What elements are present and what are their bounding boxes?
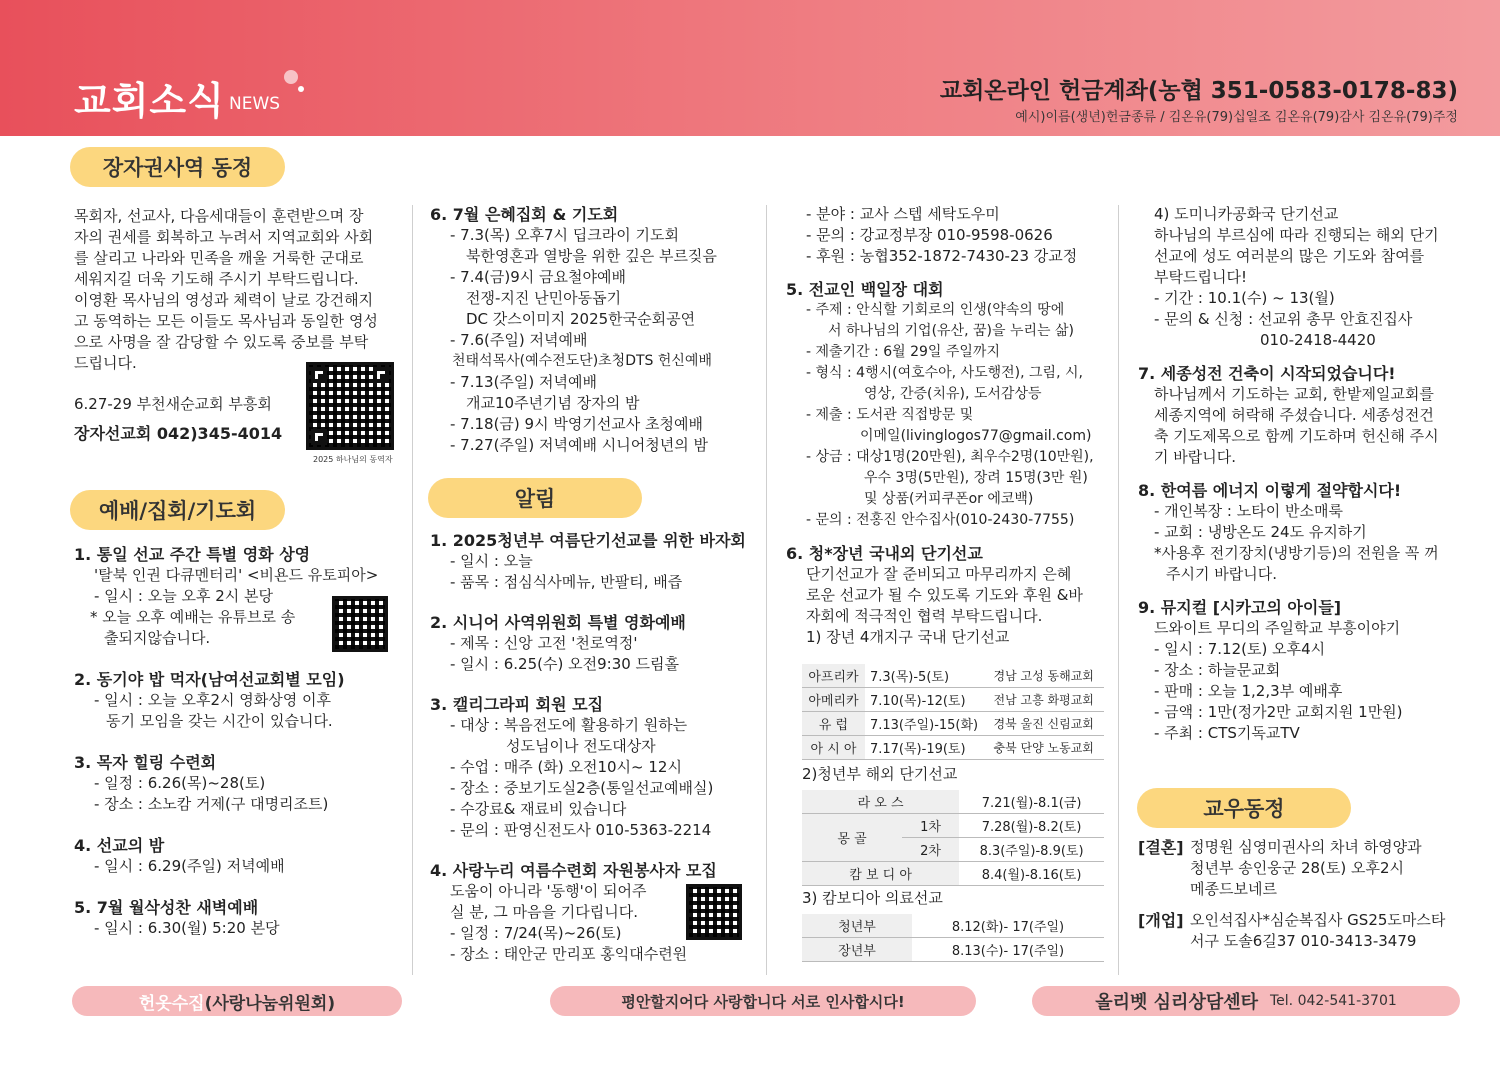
table-cell: 몽 골 <box>802 814 902 862</box>
text-line: 를 살리고 나라와 민족을 깨울 거룩한 군대로 <box>74 249 364 267</box>
item-line: - 7.3(목) 오후7시 딥크라이 기도회 <box>450 226 679 244</box>
section-pill-worship: 예배/집회/기도회 <box>70 490 285 530</box>
item-line: - 장소 : 태안군 만리포 홍익대수련원 <box>450 945 688 963</box>
item-line: 및 상품(커피쿠폰or 에코백) <box>864 491 1034 507</box>
item-title: 9. 뮤지컬 [시카고의 아이들] <box>1138 598 1342 617</box>
item-line: - 7.13(주일) 저녁예배 <box>450 373 597 391</box>
item-line: 자회에 적극적인 협력 부탁드립니다. <box>806 607 1043 625</box>
item-line: *사용후 전기장치(냉방기등)의 전원을 꼭 꺼 <box>1154 544 1439 562</box>
item-line: 로운 선교가 될 수 있도록 기도와 후원 &바 <box>806 586 1083 604</box>
table-row <box>802 862 1104 886</box>
item-line: 성도님이나 전도대상자 <box>506 737 656 755</box>
item-line: - 수강료& 재료비 있습니다 <box>450 800 627 818</box>
table-cell: 8.4(월)-8.16(토) <box>959 862 1104 886</box>
item-line: 도움이 아니라 '동행'이 되어주 <box>450 882 647 900</box>
domestic-mission-table <box>802 664 1104 760</box>
opening-tag: [개업] <box>1138 911 1184 930</box>
member-news <box>1138 837 1483 952</box>
qr-finder-icon <box>373 367 389 383</box>
item-line: 축 기도제목으로 함께 기도하며 헌신해 주시 <box>1154 427 1439 445</box>
item-line: 천태석목사(예수전도단)초청DTS 헌신예배 <box>452 353 712 369</box>
text-line: 으로 사명을 잘 감당할 수 있도록 중보를 부탁 <box>74 333 369 351</box>
table-cell: 아메리카 <box>802 688 865 712</box>
item-line: 이메일(livinglogos77@gmail.com) <box>860 428 1092 444</box>
wedding-entry <box>1138 837 1483 900</box>
table-cell: 충북 단양 노동교회 <box>989 736 1104 760</box>
item-title: 2. 동기야 밥 먹자(남여선교회별 모임) <box>74 670 345 689</box>
medical-mission-table <box>802 914 1104 962</box>
item-line: - 일정 : 7/24(목)~26(토) <box>450 924 622 942</box>
table-row <box>802 736 1104 760</box>
brand-subtitle: NEWS <box>229 94 281 114</box>
item-line: - 일시 : 6.29(주일) 저녁예배 <box>94 857 285 875</box>
table-cell: 8.3(주일)-8.9(토) <box>959 838 1104 862</box>
item-title: 8. 한여름 에너지 이렇게 절약합시다! <box>1138 481 1402 500</box>
item-line: 출되지않습니다. <box>104 629 211 647</box>
qr-code-icon[interactable] <box>686 884 742 940</box>
footer-phone: Tel. 042-541-3701 <box>1270 993 1397 1009</box>
item-line: 메종드보네르 <box>1190 880 1277 898</box>
item-line: 정명원 심영미권사의 차녀 하영양과 <box>1190 838 1422 856</box>
item-line: - 7.27(주일) 저녁예배 시니어청년의 밤 <box>450 436 708 454</box>
item-line: - 7.4(금)9시 금요철야예배 <box>450 268 626 286</box>
table-row <box>802 712 1104 736</box>
item-title: 5. 7월 월삭성찬 새벽예배 <box>74 898 259 917</box>
table-cell: 7.13(주일)-15(화) <box>865 712 989 736</box>
table-title: 1) 장년 4개지구 국내 단기선교 <box>806 628 1010 646</box>
item-line: 기 바랍니다. <box>1154 448 1236 466</box>
opening-entry <box>1138 910 1483 952</box>
item-line: - 일정 : 6.26(목)~28(토) <box>94 774 266 792</box>
qr-code-icon[interactable] <box>306 362 394 450</box>
table-row <box>802 688 1104 712</box>
item-line: - 판매 : 오늘 1,2,3부 예배후 <box>1154 682 1343 700</box>
table-cell: 아프리카 <box>802 664 865 688</box>
table-cell: 1차 <box>902 814 959 838</box>
item-line: DC 갓스이미지 2025한국순회공연 <box>466 310 696 328</box>
item-line: - 일시 : 7.12(토) 오후4시 <box>1154 640 1326 658</box>
item-line: 동기 모임을 갖는 시간이 있습니다. <box>106 712 333 730</box>
footer-clothes-drive <box>72 986 402 1016</box>
item-line: * 오늘 오후 예배는 유튜브로 송 <box>90 608 296 626</box>
item-title: 3. 캘리그라피 회원 모집 <box>430 695 604 714</box>
item-line: - 제목 : 신앙 고전 '천로역정' <box>450 634 638 652</box>
item-line: 하나님의 부르심에 따라 진행되는 해외 단기 <box>1154 226 1439 244</box>
section-pill-notice: 알림 <box>428 478 642 518</box>
table-cell: 7.21(월)-8.1(금) <box>959 790 1104 814</box>
item-title: 6. 청*장년 국내외 단기선교 <box>786 544 983 563</box>
mission-news <box>1138 204 1478 744</box>
item-line: 단기선교가 잘 준비되고 마무리까지 은혜 <box>806 565 1072 583</box>
footer-label: (사랑나눔위원회) <box>204 993 336 1014</box>
item-title: 7. 세종성전 건축이 시작되었습니다! <box>1138 364 1396 383</box>
text-line: 고 동역하는 모든 이들도 목사님과 동일한 영성 <box>74 312 378 330</box>
item-line: - 품목 : 점심식사메뉴, 반팔티, 배즙 <box>450 573 683 591</box>
overseas-mission-table <box>802 790 1104 886</box>
table-cell: 전남 고흥 화평교회 <box>989 688 1104 712</box>
item-line: 오인석집사*심순복집사 GS25도마스타 <box>1190 911 1446 929</box>
table-cell: 7.10(목)-12(토) <box>865 688 989 712</box>
table-title: 2)청년부 해외 단기선교 <box>802 765 958 783</box>
item-line: - 개인복장 : 노타이 반소매룩 <box>1154 502 1343 520</box>
table-row <box>802 664 1104 688</box>
qr-finder-icon <box>311 367 327 383</box>
table-cell: 7.3(목)-5(토) <box>865 664 989 688</box>
item-line: - 일시 : 6.25(수) 오전9:30 드림홀 <box>450 655 680 673</box>
brand-title: 교회소식 <box>74 79 225 123</box>
item-title: 4. 사랑누리 여름수련회 자원봉사자 모집 <box>430 861 717 880</box>
item-line: 선교에 성도 여러분의 많은 기도와 참여를 <box>1154 247 1425 265</box>
table-cell: 아 시 아 <box>802 736 865 760</box>
item-line: - 주최 : CTS기독교TV <box>1154 724 1300 742</box>
item-line: - 문의 : 판영신전도사 010-5363-2214 <box>450 821 712 839</box>
section-pill-members: 교우동정 <box>1137 788 1351 828</box>
footer-greeting <box>550 986 976 1016</box>
text-line: 목회자, 선교사, 다음세대들이 훈련받으며 장 <box>74 207 364 225</box>
jangja-paragraph <box>74 206 404 374</box>
column-divider <box>412 205 413 975</box>
item-line: 전쟁-지진 난민아동돕기 <box>466 289 622 307</box>
item-line: - 일시 : 6.30(월) 5:20 본당 <box>94 919 280 937</box>
text-line: 자의 권세를 회복하고 누려서 지역교회와 사회 <box>74 228 374 246</box>
item-line: 주시기 바랍니다. <box>1166 565 1277 583</box>
item-line: 010-2418-4420 <box>1260 331 1376 349</box>
wedding-tag: [결혼] <box>1138 838 1184 857</box>
item-line: - 형식 : 4행시(여호수아, 사도행전), 그림, 시, <box>806 365 1083 381</box>
item-line: - 금액 : 1만(정가2만 교회지원 1만원) <box>1154 703 1403 721</box>
table-cell: 2차 <box>902 838 959 862</box>
column-divider <box>1118 205 1119 975</box>
qr-caption: 2025 하나님의 동역자 <box>313 455 393 464</box>
qr-finder-icon <box>311 429 327 445</box>
item-line: - 제출 : 도서관 직접방문 및 <box>806 407 974 423</box>
item-line: 청년부 송인웅군 28(토) 오후2시 <box>1190 859 1405 877</box>
table-cell: 경북 울진 신림교회 <box>989 712 1104 736</box>
jangja-event <box>74 394 309 444</box>
item-line: - 상금 : 대상1명(20만원), 최우수2명(10만원), <box>806 449 1094 465</box>
table-title: 3) 캄보디아 의료선교 <box>802 889 943 907</box>
item-line: 부탁드립니다! <box>1154 268 1247 286</box>
item-line: - 문의 & 신청 : 선교위 총무 안효진집사 <box>1154 310 1413 328</box>
account-example: 예시)이름(생년)헌금종류 / 김온유(79)십일조 김온유(79)감사 김온유(79)주정 <box>1015 110 1458 125</box>
item-title: 1. 통일 선교 주간 특별 영화 상영 <box>74 545 311 564</box>
item-title: 5. 전교인 백일장 대회 <box>786 280 944 299</box>
item-title: 4) 도미니카공화국 단기선교 <box>1154 205 1339 223</box>
table-cell: 라 오 스 <box>802 790 959 814</box>
table-cell: 7.28(월)-8.2(토) <box>959 814 1104 838</box>
text-line: 드립니다. <box>74 354 137 372</box>
text-line: 이영환 목사님의 영성과 체력이 날로 강건해지 <box>74 291 374 309</box>
item-line: - 수업 : 매주 (화) 오전10시~ 12시 <box>450 758 682 776</box>
item-line: 우수 3명(5만원), 장려 15명(3만 원) <box>864 470 1088 486</box>
item-line: - 교회 : 냉방온도 24도 유지하기 <box>1154 523 1367 541</box>
item-line: - 장소 : 하늘문교회 <box>1154 661 1281 679</box>
qr-code-icon[interactable] <box>332 596 388 652</box>
item-line: - 분야 : 교사 스텝 세탁도우미 <box>806 205 1000 223</box>
item-title: 6. 7월 은혜집회 & 기도회 <box>430 205 619 224</box>
header-banner <box>0 0 1500 136</box>
item-line: 세종지역에 허락해 주셨습니다. 세종성전건 <box>1154 406 1434 424</box>
item-line: 서구 도솔6길37 010-3413-3479 <box>1190 932 1417 950</box>
decor-dot-small-icon <box>298 86 304 92</box>
item-line: 개교10주년기념 장자의 밤 <box>466 394 640 412</box>
text-line: 세워지길 더욱 기도해 주시기 부탁드립니다. <box>74 270 359 288</box>
item-line: - 주제 : 안식할 기회로의 인생(약속의 땅에 <box>806 302 1065 318</box>
footer-label: 평안할지어다 사랑합니다 서로 인사합시다! <box>621 992 905 1011</box>
table-row <box>802 814 1104 838</box>
table-cell: 8.13(수)- 17(주일) <box>912 938 1104 962</box>
item-line: - 제출기간 : 6월 29일 주일까지 <box>806 344 1000 360</box>
table-cell: 7.17(목)-19(토) <box>865 736 989 760</box>
section-pill-jangja: 장자권사역 동정 <box>70 147 285 187</box>
column-divider <box>766 205 767 975</box>
item-line: 실 분, 그 마음을 기다립니다. <box>450 903 638 921</box>
table-row <box>802 938 1104 962</box>
decor-dot-icon <box>284 70 298 84</box>
account-title: 교회온라인 헌금계좌(농협 351-0583-0178-83) <box>939 78 1458 104</box>
table-cell: 장년부 <box>802 938 912 962</box>
item-line: 드와이트 무디의 주일학교 부흥이야기 <box>1154 619 1401 637</box>
footer-label: 올리벳 심리상담센타 <box>1095 992 1258 1013</box>
item-line: - 일시 : 오늘 오후2시 영화상영 이후 <box>94 691 331 709</box>
item-line: - 문의 : 전홍진 안수집사(010-2430-7755) <box>806 512 1075 528</box>
table-cell: 캄 보 디 아 <box>802 862 959 886</box>
table-cell: 8.12(화)- 17(주일) <box>912 914 1104 938</box>
item-line: - 장소 : 중보기도실2층(통일선교예배실) <box>450 779 714 797</box>
table-cell: 경남 고성 동해교회 <box>989 664 1104 688</box>
item-line: 북한영혼과 열방을 위한 깊은 부르짖음 <box>466 247 717 265</box>
item-title: 1. 2025청년부 여름단기선교를 위한 바자회 <box>430 531 746 550</box>
footer-label: 헌옷수집 <box>138 993 205 1014</box>
table-row <box>802 790 1104 814</box>
table-cell: 유 럽 <box>802 712 865 736</box>
item-line: - 7.18(금) 9시 박영기선교사 초청예배 <box>450 415 704 433</box>
event-line: 6.27-29 부천새순교회 부흥회 <box>74 395 272 413</box>
item-line: 하나님께서 기도하는 교회, 한밭제일교회를 <box>1154 385 1434 403</box>
item-line: - 장소 : 소노캄 거제(구 대명리조트) <box>94 795 329 813</box>
item-line: - 일시 : 오늘 오후 2시 본당 <box>94 587 274 605</box>
item-line: 영상, 간증(치유), 도서감상등 <box>864 386 1042 402</box>
item-title: 4. 선교의 밤 <box>74 836 165 855</box>
contact-line: 장자선교회 042)345-4014 <box>74 424 283 443</box>
item-line: - 일시 : 오늘 <box>450 552 533 570</box>
revival-section <box>430 204 760 456</box>
item-line: - 대상 : 복음전도에 활용하기 원하는 <box>450 716 688 734</box>
item-line: - 후원 : 농협352-1872-7430-23 강교정 <box>806 247 1078 265</box>
item-line: 서 하나님의 기업(유산, 꿈)을 누리는 삶) <box>828 323 1074 339</box>
item-line: '탈북 인권 다큐멘터리' <비욘드 유토피아> <box>94 566 379 584</box>
footer-counseling <box>1032 986 1460 1016</box>
contest-section <box>786 204 1112 648</box>
item-line: - 7.6(주일) 저녁예배 <box>450 331 588 349</box>
table-row <box>802 914 1104 938</box>
item-title: 3. 목자 힐링 수련회 <box>74 753 217 772</box>
table-cell: 청년부 <box>802 914 912 938</box>
item-line: - 문의 : 강교정부장 010-9598-0626 <box>806 226 1053 244</box>
item-title: 2. 시니어 사역위원회 특별 영화예배 <box>430 613 686 632</box>
item-line: - 기간 : 10.1(수) ~ 13(월) <box>1154 289 1335 307</box>
